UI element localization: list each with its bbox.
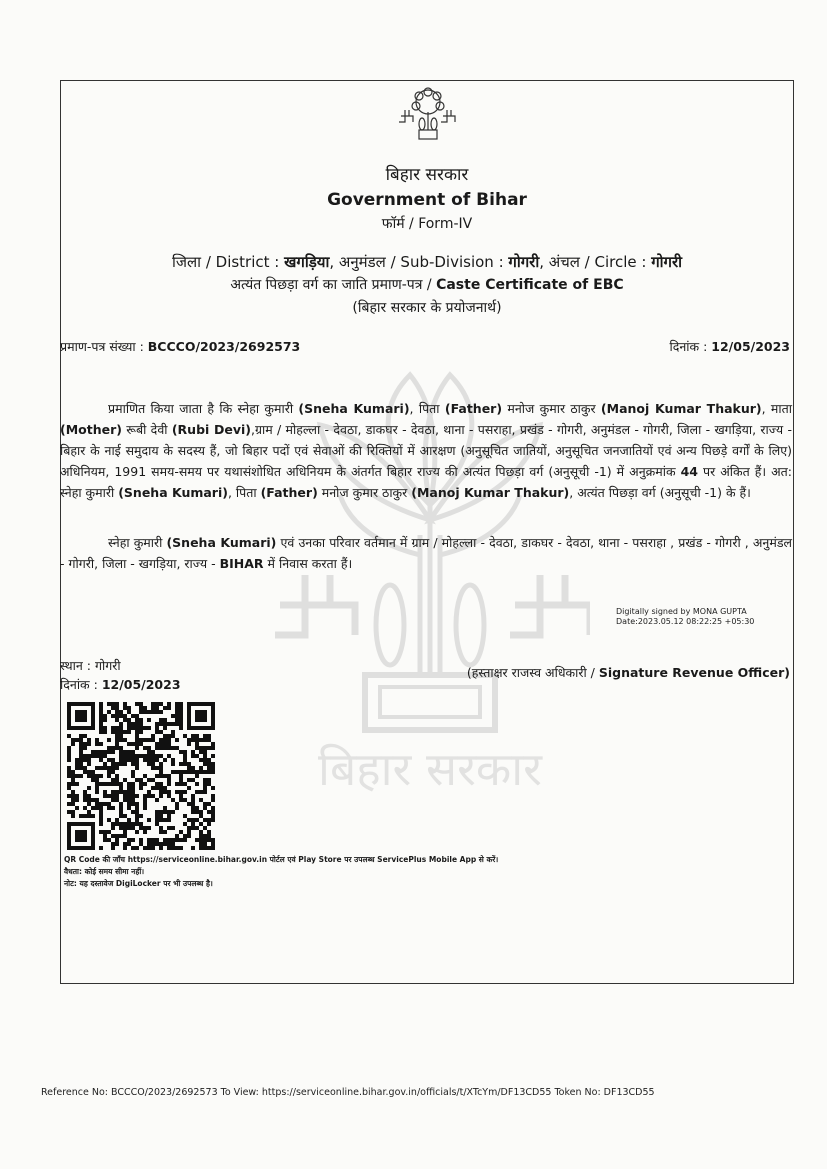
certificate-title: अत्यंत पिछड़ा वर्ग का जाति प्रमाण-पत्र / Caste Certificate of EBC <box>230 277 624 293</box>
certificate-body-paragraph-1: प्रमाणित किया जाता है कि स्नेहा कुमारी (Sneha Kumari), पिता (Father) मनोज कुमार ठाकुर (Manoj Kumar Thakur), माता (Mother) रूबी देवी (Rubi Devi),ग्राम / मोहल्ला - देवठा, डाकघर - देवठा, थाना - पसराहा, प्रखंड - गोगरी, अनुमंडल - गोगरी, जिला - खगड़िया, राज्य - बिहार के नाई समुदाय के सदस्य हैं, जो बिहार पदों एवं सेवाओं की रिक्तियों में आरक्षण (अनुसूचित जातियों, अनुसूचित जनजातियों एवं अन्य पिछड़े वर्गों के लिए) अधिनियम, 1991 समय-समय पर यथासंशोधित अधिनियम के अंतर्गत बिहार राज्य की अत्यंत पिछड़ा वर्ग (अनुसूची -1) में अनुक्रमांक 44 पर अंकित हैं। अत: स्नेहा कुमारी (Sneha Kumari), पिता (Father) मनोज कुमार ठाकुर (Manoj Kumar Thakur), अत्यंत पिछड़ा वर्ग (अनुसूची -1) के हैं। <box>60 401 792 500</box>
qr-note: QR Code की जाँच https://serviceonline.bihar.gov.in पोर्टल एवं Play Store पर उपलब्ध ServicePlus Mobile App से करें। <box>64 855 499 864</box>
digital-signature: Digitally signed by MONA GUPTA Date:2023.05.12 08:22:25 +05:30 <box>616 607 755 626</box>
govt-english-heading: Government of Bihar <box>327 190 527 210</box>
certificate-purpose: (बिहार सरकार के प्रयोजनार्थ) <box>352 300 502 316</box>
digilocker-note: नोट: यह दस्तावेज DigiLocker पर भी उपलब्ध है। <box>64 879 213 888</box>
place-date: दिनांक : 12/05/2023 <box>60 677 181 692</box>
validity-note: वैधता: कोई समय सीमा नहीं। <box>64 867 145 876</box>
form-number: फॉर्म / Form-IV <box>381 216 473 232</box>
bihar-emblem-icon <box>395 86 461 146</box>
qr-code[interactable] <box>67 702 215 850</box>
govt-hindi-heading: बिहार सरकार <box>385 165 469 185</box>
place: स्थान : गोगरी <box>60 658 121 673</box>
reference-footer: Reference No: BCCCO/2023/2692573 To View: https://serviceonline.bihar.gov.in/officials/t/XTcYm/DF13CD55 Token No: DF13CD55 <box>41 1087 655 1098</box>
signature-officer-label: (हस्ताक्षर राजस्व अधिकारी / Signature Revenue Officer) <box>466 665 790 680</box>
certificate-date: दिनांक : 12/05/2023 <box>669 339 790 354</box>
certificate-body-paragraph-2: स्नेहा कुमारी (Sneha Kumari) एवं उनका परिवार वर्तमान में ग्राम / मोहल्ला - देवठा, डाकघर - देवठा, थाना - पसराहा , प्रखंड - गोगरी , अनुमंडल - गोगरी, जिला - खगड़िया, राज्य - BIHAR में निवास करता हैं। <box>60 535 792 571</box>
certificate-number: प्रमाण-पत्र संख्या : BCCCO/2023/2692573 <box>60 339 301 354</box>
location-line: जिला / District : खगड़िया, अनुमंडल / Sub-Division : गोगरी, अंचल / Circle : गोगरी <box>171 253 682 271</box>
watermark-text: बिहार सरकार <box>318 742 542 795</box>
verification-notes <box>64 854 498 890</box>
